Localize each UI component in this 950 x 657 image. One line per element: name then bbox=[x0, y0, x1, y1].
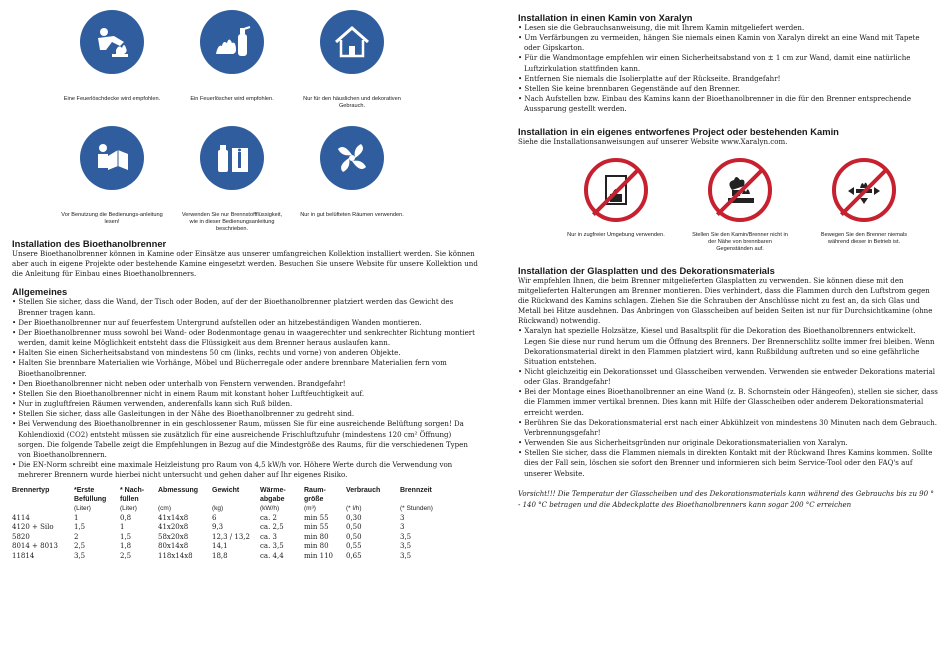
table-header: Verbrauch bbox=[346, 487, 381, 495]
prohibition-icons bbox=[554, 158, 938, 253]
table-header: Gewicht bbox=[212, 487, 240, 495]
table-row bbox=[12, 552, 472, 562]
list-item: • Nicht gleichzeitig ein Dekorationsset und Glasscheiben verwenden. Verwenden sie entweder Dekorations material oder Glas. Brandgefahr! bbox=[518, 367, 938, 387]
list-item: • Um Verfärbungen zu vermeiden, hängen Sie niemals einen Kamin von Xaralyn direkt an eine Wand mit Tapete oder Gipskarton. bbox=[518, 33, 938, 53]
prohibition-caption: Bewegen Sie den Brenner niemals während dieser in Betrieb ist. bbox=[820, 231, 908, 245]
table-cell: 18,8 bbox=[212, 551, 228, 560]
safety-icon-grid bbox=[52, 8, 480, 236]
table-row bbox=[12, 514, 472, 524]
list-item: • Nur in zugluftfreien Räumen verwenden, anderenfalls kann sich Ruß bilden. bbox=[12, 399, 480, 409]
table-row bbox=[12, 542, 472, 552]
allgemeines-heading: Allgemeines bbox=[12, 286, 68, 298]
table-cell: 80x14x8 bbox=[158, 542, 189, 551]
prohibition-caption: Stellen Sie den Kamin/Brenner nicht in der Nähe von brennbaren Gegenständen auf. bbox=[692, 231, 788, 252]
table-cell: min 110 bbox=[304, 551, 333, 560]
list-item: • Lesen sie die Gebrauchsanweisung, die mit Ihrem Kamin mitgeliefert werden. bbox=[518, 23, 938, 33]
table-unit: (* l/h) bbox=[346, 505, 362, 513]
left-column bbox=[12, 8, 480, 561]
table-cell: 3,5 bbox=[400, 542, 412, 551]
table-cell: 8014 + 8013 bbox=[12, 542, 58, 551]
table-cell: 3 bbox=[400, 523, 405, 532]
table-header: Brennertyp bbox=[12, 487, 50, 495]
list-item: • Für die Wandmontage empfehlen wir einen Sicherheitsabstand von ± 1 cm zur Wand, damit eine natürliche Luftzirkulation stattfinden kann. bbox=[518, 53, 938, 73]
table-cell: ca. 3,5 bbox=[260, 542, 284, 551]
prohibition-caption: Nur in zugfreier Umgebung verwenden. bbox=[567, 231, 665, 238]
table-unit bbox=[12, 504, 74, 514]
table-cell: 9,3 bbox=[212, 523, 224, 532]
table-cell: 0,50 bbox=[346, 532, 362, 541]
safety-caption: Vor Benutzung die Bedienungs-anleitung lesen! bbox=[61, 212, 163, 225]
table-cell: 2,5 bbox=[120, 551, 132, 560]
safety-item bbox=[292, 8, 412, 120]
table-cell: 41x20x8 bbox=[158, 523, 189, 532]
table-cell: 1,8 bbox=[120, 542, 132, 551]
safety-item bbox=[52, 8, 172, 120]
table-cell: 4120 + Silo bbox=[12, 523, 54, 532]
table-cell: 5820 bbox=[12, 532, 30, 541]
table-cell: 1 bbox=[120, 523, 125, 532]
prohibition-item bbox=[554, 158, 678, 253]
table-row bbox=[12, 533, 472, 543]
table-cell: 0,65 bbox=[346, 551, 362, 560]
table-cell: 3,5 bbox=[400, 551, 412, 560]
fire-blanket-icon bbox=[80, 10, 144, 74]
table-cell: 1 bbox=[74, 513, 79, 522]
table-cell: 2,5 bbox=[74, 542, 86, 551]
table-cell: 0,55 bbox=[346, 542, 362, 551]
table-cell: 3 bbox=[400, 513, 405, 522]
table-cell: min 55 bbox=[304, 513, 329, 522]
safety-item bbox=[52, 124, 172, 236]
table-cell: 1,5 bbox=[120, 532, 132, 541]
list-item: • Nach Aufstellen bzw. Einbau des Kamins kann der Bioethanolbrenner in die für den Brenner entsprechende Aussparung gestellt werden. bbox=[518, 94, 938, 114]
installation-text: Unsere Bioethanolbrenner können in Kamine oder Einsätze aus unserer umfangreichen Kollektion installiert werden. Sie können aber auch in eigene Projekte oder bestehende Kamine eingesetzt werden. Besuchen Sie unsere Website für unsere Kollektion und die Anleitung für Einbau eines Bioethanolbrenners. bbox=[12, 249, 478, 279]
list-item: • Der Bioethanolbrenner nur auf feuerfestem Untergrund aufstellen oder an hitzebeständigen Wanden montieren. bbox=[12, 318, 480, 328]
list-item: • Stellen Sie sicher, dass alle Gasleitungen in der Nähe des Bioethanolbrenner zu gedreht sind. bbox=[12, 409, 480, 419]
list-item: • Entfernen Sie niemals die Isolierplatte auf der Rückseite. Brandgefahr! bbox=[518, 74, 938, 84]
fire-extinguisher-icon bbox=[200, 10, 264, 74]
safety-item bbox=[172, 124, 292, 236]
list-item: • Stellen Sie den Bioethanolbrenner nicht in einem Raum mit konstant hoher Luftfeuchtigkeit auf. bbox=[12, 389, 480, 399]
table-cell: 0,30 bbox=[346, 513, 362, 522]
table-cell: 1,5 bbox=[74, 523, 86, 532]
safety-caption: Eine Feuerlöschdecke wird empfohlen. bbox=[63, 96, 161, 102]
glas-heading: Installation der Glasplatten und des Dekorationsmaterials bbox=[518, 264, 775, 276]
list-item: • Halten Sie einen Sicherheitsabstand von mindestens 50 cm (links, rechts und vorne) von anderen Objekte. bbox=[12, 348, 480, 358]
ventilation-fan-icon bbox=[320, 126, 384, 190]
allgemeines-list bbox=[12, 297, 480, 480]
table-cell: min 80 bbox=[304, 532, 329, 541]
list-item: • Halten Sie brennbare Materialien wie Vorhänge, Möbel und Bücherregale oder andere brennbare Materialien fern vom Bioethanolbrenner. bbox=[12, 358, 480, 378]
table-cell: 6 bbox=[212, 513, 217, 522]
table-cell: 41x14x8 bbox=[158, 513, 189, 522]
safety-item bbox=[172, 8, 292, 120]
table-header: Wärme-abgabe bbox=[260, 487, 286, 504]
right-column bbox=[518, 12, 938, 511]
table-cell: 14,1 bbox=[212, 542, 228, 551]
glas-list bbox=[518, 326, 938, 478]
table-cell: 3,5 bbox=[400, 532, 412, 541]
table-header: *Erste Befüllung bbox=[74, 487, 107, 504]
table-cell: 3,5 bbox=[74, 551, 86, 560]
fuel-bottle-icon bbox=[200, 126, 264, 190]
table-unit: (kg) bbox=[212, 505, 224, 513]
list-item: • Stellen Sie sicher, dass die Wand, der Tisch oder Boden, auf der der Bioethanolbrenner platziert werden das Gewicht des Brenner tragen kann. bbox=[12, 297, 480, 317]
table-header: Abmessung bbox=[158, 487, 199, 495]
table-cell: ca. 4,4 bbox=[260, 551, 284, 560]
list-item: • Stellen Sie keine brennbaren Gegenstände auf den Brenner. bbox=[518, 84, 938, 94]
list-item: • Stellen Sie sicher, dass die Flammen niemals in direkten Kontakt mit der Rückwand Ihres Kamins kommen. Sollte dies der Fall sein, löschen sie sofort den Brenner und informieren sich beim Service-Tool oder den FAQ's auf unserer Website. bbox=[518, 448, 938, 478]
list-item: • Verwenden Sie aus Sicherheitsgründen nur originale Dekorationsmaterialien von Xaralyn. bbox=[518, 438, 938, 448]
kamin-heading: Installation in einen Kamin von Xaralyn bbox=[518, 12, 693, 23]
list-item: • Der Bioethanolbrenner muss sowohl bei Wand- oder Bodenmontage genau in waagerechter und senkrechter Richtung montiert werden, damit keine Möglichkeit entsteht dass die Flüssigkeit aus dem Brenner heraus auslaufen kann. bbox=[12, 328, 480, 348]
table-unit: (Liter) bbox=[74, 505, 91, 513]
list-item: • Bei der Montage eines Bioethanolbrenner an eine Wand (z. B. Schornstein oder Hängeofen), stellen sie sicher, dass die Flammen immer vertikal brennen. Dies kann mit Hilfe der Glasscheiben oder anderem Dekorationsmaterial erreicht werden. bbox=[518, 387, 938, 417]
no-plants-near-burner-icon bbox=[708, 158, 772, 222]
kamin-list bbox=[518, 23, 938, 114]
safety-caption: Verwenden Sie nur Brennstoffflüssigkeit, wie in dieser Bedienungsanleitung beschrieben. bbox=[181, 212, 283, 232]
table-cell: 11814 bbox=[12, 551, 35, 560]
table-cell: 118x14x8 bbox=[158, 551, 193, 560]
table-cell: 58x20x8 bbox=[158, 532, 189, 541]
table-unit: (m³) bbox=[304, 505, 316, 513]
table-row bbox=[12, 523, 472, 533]
list-item: • Bei Verwendung des Bioethanolbrenner in ein geschlossener Raum, müssen Sie für eine ausreichende Belüftung sorgen! Da Kohlendioxid (CO2) entsteht müssen sie zusätzlich für eine ausreichende Frischluftzufuhr (mindestens 120 cm² Öffnung) sorgen. Die folgende Tabelle zeigt die Empfehlungen in Bezug auf die Mindestgröße des Raums, für die verschiedenen Typen von Bioethanolbrennern. bbox=[12, 419, 480, 460]
house-icon bbox=[320, 10, 384, 74]
table-unit: (Liter) bbox=[120, 505, 137, 513]
caution-note: Vorsicht!!! Die Temperatur der Glasscheiben und des Dekorationsmaterials kann während des Gebrauchs bis zu 90 ° - 140 °C betragen und die Abdeckplatte des Bioethanolbrenners kann sogar 200 °C erreichen bbox=[518, 489, 934, 509]
eigenes-text: Siehe die Installationsanweisungen auf unserer Website www.Xaralyn.com. bbox=[518, 137, 788, 147]
table-cell: min 80 bbox=[304, 542, 329, 551]
safety-caption: Ein Feuerlöscher wird empfohlen. bbox=[190, 96, 274, 102]
list-item: • Xaralyn hat spezielle Holzsätze, Kiesel und Basaltsplit für die Dekoration des Bioethanolbrenners entwickelt. Legen Sie diese nur rund herum um die Öffnung des Brenners. Der Brennerschlitz sollte immer frei bleiben. Wenn Dekorationsmaterial direkt in den Flammen platziert wird, kann Rußbildung auftreten und so eine gefährliche Situation entstehen. bbox=[518, 326, 938, 367]
table-cell: min 55 bbox=[304, 523, 329, 532]
table-cell: 4114 bbox=[12, 513, 30, 522]
glas-text: Wir empfehlen Ihnen, die beim Brenner mitgelieferten Glasplatten zu verwenden. Sie können diese mit den mitgelieferten Halterungen am Brenner montieren. Dies verhindert, dass die Flammen durch den Luftstrom gegen die Rückwand des Kamins schlagen. Ziehen Sie die Schrauben der Anschlüsse nicht zu fest an, da sich Glas und Metall bei Hitze ausdehnen. Das Anbringen von Glasscheiben auf beiden Seiten ist nur für Durchsichtkamine (ohne Rückwand) notwendig. bbox=[518, 275, 933, 326]
burner-spec-table bbox=[12, 486, 472, 561]
list-item: • Berühren Sie das Dekorationsmaterial erst nach einer Abkühlzeit von mindestens 30 Minuten nach dem Gebrauch. Verbrennungsgefahr! bbox=[518, 418, 938, 438]
list-item: • Den Bioethanolbrenner nicht neben oder unterhalb von Fenstern verwenden. Brandgefahr! bbox=[12, 379, 480, 389]
safety-caption: Nur in gut belüfteten Räumen verwenden. bbox=[300, 212, 404, 218]
table-cell: 2 bbox=[74, 532, 79, 541]
safety-item bbox=[292, 124, 412, 236]
no-moving-burner-icon bbox=[832, 158, 896, 222]
table-header-row bbox=[12, 486, 472, 504]
prohibition-item bbox=[802, 158, 926, 253]
no-flammable-surroundings-icon bbox=[584, 158, 648, 222]
eigenes-heading: Installation in ein eigenes entworfenes Project oder bestehenden Kamin bbox=[518, 126, 839, 138]
list-item: • Die EN-Norm schreibt eine maximale Heizleistung pro Raum von 4,5 kW/h vor. Höhere Werte durch die Verwendung von mehrerer Brennern wurde hierbei nicht untersucht und gehen daher auf Ihr eigenes Risiko. bbox=[12, 460, 480, 480]
table-unit: (* Stunden) bbox=[400, 505, 433, 513]
table-cell: ca. 2,5 bbox=[260, 523, 284, 532]
table-unit: (cm) bbox=[158, 505, 171, 513]
table-cell: 12,3 / 13,2 bbox=[212, 532, 250, 541]
table-cell: 0,50 bbox=[346, 523, 362, 532]
table-cell: 0,8 bbox=[120, 513, 132, 522]
table-cell: ca. 2 bbox=[260, 513, 277, 522]
table-cell: ca. 3 bbox=[260, 532, 277, 541]
manual-icon bbox=[80, 126, 144, 190]
table-units-row bbox=[12, 504, 472, 514]
table-header: * Nach-füllen bbox=[120, 487, 145, 504]
prohibition-item bbox=[678, 158, 802, 253]
installation-heading: Installation des Bioethanolbrenner bbox=[12, 238, 167, 249]
table-header: Brennzeit bbox=[400, 487, 432, 495]
table-header: Raum-größe bbox=[304, 487, 326, 504]
table-unit: (kW/h) bbox=[260, 505, 280, 513]
safety-caption: Nur für den häuslichen und dekorativen Gebrauch. bbox=[303, 96, 401, 109]
